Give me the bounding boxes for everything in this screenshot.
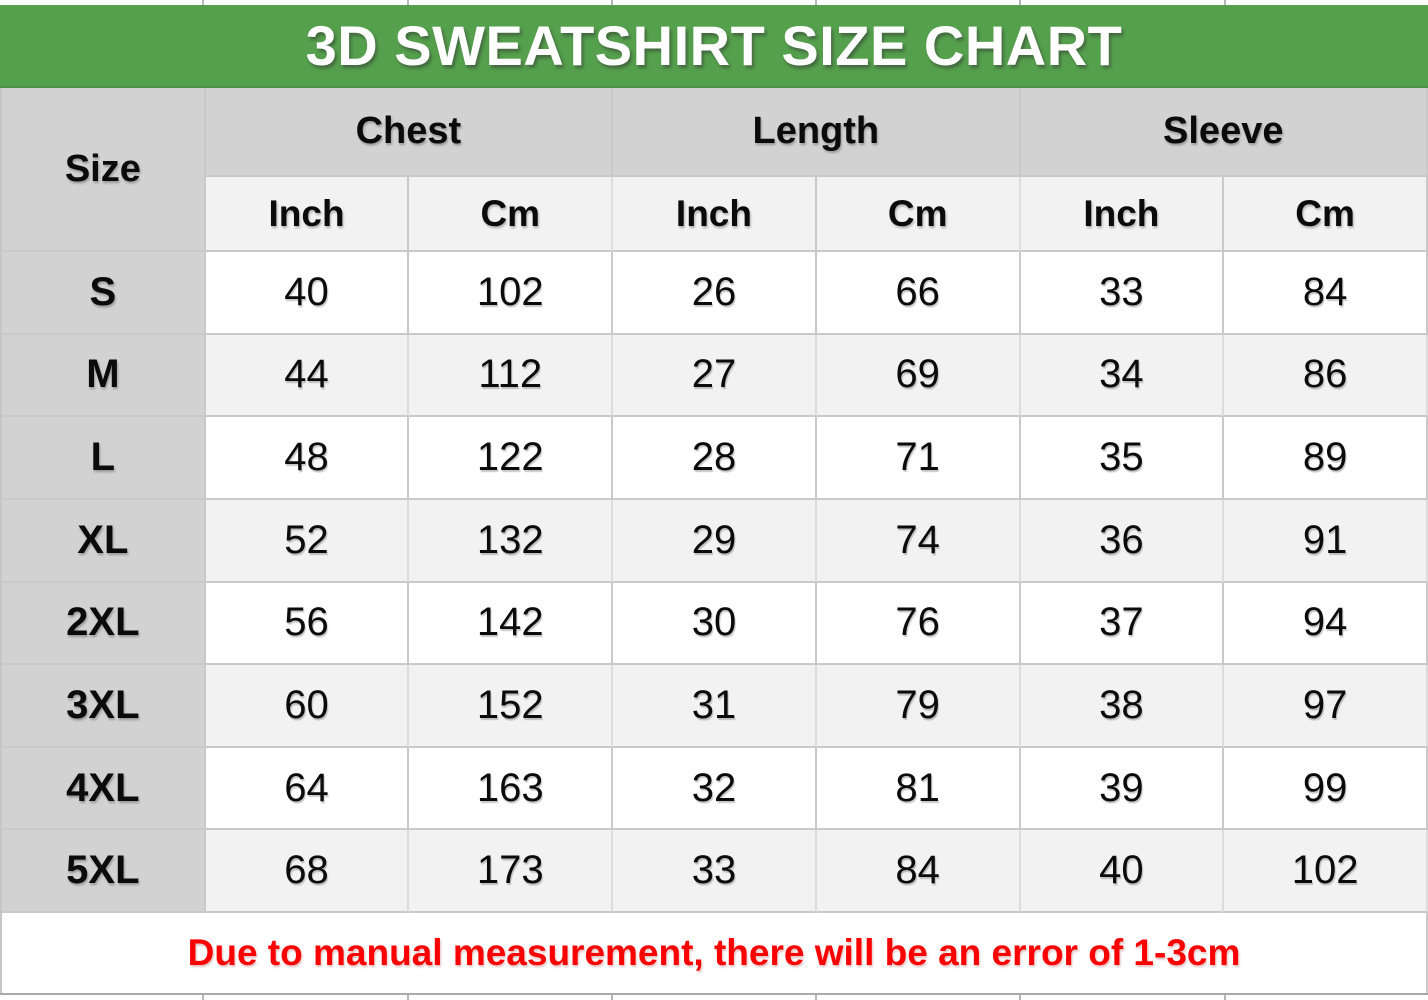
measurement-cell: 36 bbox=[1021, 500, 1225, 583]
gridline-tick bbox=[0, 995, 204, 1000]
unit-header-length-inch: Inch bbox=[613, 177, 817, 252]
gridline-tick bbox=[409, 0, 613, 5]
measurement-cell: 37 bbox=[1021, 583, 1225, 666]
measurement-cell: 33 bbox=[613, 830, 817, 913]
measurement-cell: 89 bbox=[1224, 417, 1428, 500]
measurement-cell: 68 bbox=[206, 830, 410, 913]
size-row-label: 3XL bbox=[2, 665, 206, 748]
gridline-tick bbox=[1021, 0, 1225, 5]
table-row-l bbox=[2, 417, 1428, 500]
measurement-cell: 132 bbox=[409, 500, 613, 583]
measurement-cell: 56 bbox=[206, 583, 410, 666]
gridline-tick bbox=[613, 0, 817, 5]
measurement-cell: 99 bbox=[1224, 748, 1428, 831]
measurement-cell: 60 bbox=[206, 665, 410, 748]
gridline-tick bbox=[204, 995, 408, 1000]
size-row-label: S bbox=[2, 252, 206, 335]
size-row-label: 4XL bbox=[2, 748, 206, 831]
measurement-cell: 97 bbox=[1224, 665, 1428, 748]
measurement-cell: 163 bbox=[409, 748, 613, 831]
measurement-cell: 28 bbox=[613, 417, 817, 500]
unit-header-sleeve-inch: Inch bbox=[1021, 177, 1225, 252]
measurement-cell: 40 bbox=[206, 252, 410, 335]
group-header-row bbox=[2, 88, 1428, 177]
size-row-label: 5XL bbox=[2, 830, 206, 913]
measurement-cell: 94 bbox=[1224, 583, 1428, 666]
measurement-cell: 34 bbox=[1021, 335, 1225, 418]
measurement-cell: 74 bbox=[817, 500, 1021, 583]
chart-title-bar bbox=[0, 5, 1428, 88]
size-table bbox=[0, 88, 1428, 913]
size-row-label: 2XL bbox=[2, 583, 206, 666]
unit-header-row bbox=[2, 177, 1428, 252]
table-row-m bbox=[2, 335, 1428, 418]
gridline-tick bbox=[1226, 0, 1428, 5]
measurement-cell: 152 bbox=[409, 665, 613, 748]
measurement-cell: 84 bbox=[1224, 252, 1428, 335]
gridline-tick bbox=[817, 995, 1021, 1000]
measurement-cell: 81 bbox=[817, 748, 1021, 831]
unit-header-sleeve-cm: Cm bbox=[1224, 177, 1428, 252]
measurement-cell: 29 bbox=[613, 500, 817, 583]
measurement-cell: 40 bbox=[1021, 830, 1225, 913]
measurement-cell: 66 bbox=[817, 252, 1021, 335]
unit-header-length-cm: Cm bbox=[817, 177, 1021, 252]
table-row-5xl bbox=[2, 830, 1428, 913]
partial-spreadsheet-row-top bbox=[0, 0, 1428, 5]
table-row-xl bbox=[2, 500, 1428, 583]
table-row-2xl bbox=[2, 583, 1428, 666]
measurement-cell: 27 bbox=[613, 335, 817, 418]
measurement-cell: 26 bbox=[613, 252, 817, 335]
size-row-label: L bbox=[2, 417, 206, 500]
measurement-cell: 33 bbox=[1021, 252, 1225, 335]
measurement-cell: 91 bbox=[1224, 500, 1428, 583]
measurement-cell: 102 bbox=[1224, 830, 1428, 913]
gridline-tick bbox=[0, 0, 204, 5]
measurement-cell: 52 bbox=[206, 500, 410, 583]
group-header-sleeve: Sleeve bbox=[1021, 88, 1428, 177]
chart-title: 3D SWEATSHIRT SIZE CHART bbox=[305, 14, 1123, 77]
unit-header-chest-inch: Inch bbox=[206, 177, 410, 252]
measurement-cell: 30 bbox=[613, 583, 817, 666]
group-header-length: Length bbox=[613, 88, 1020, 177]
gridline-tick bbox=[1226, 995, 1428, 1000]
measurement-cell: 71 bbox=[817, 417, 1021, 500]
gridline-tick bbox=[204, 0, 408, 5]
measurement-cell: 84 bbox=[817, 830, 1021, 913]
measurement-cell: 102 bbox=[409, 252, 613, 335]
group-header-chest: Chest bbox=[206, 88, 613, 177]
measurement-cell: 86 bbox=[1224, 335, 1428, 418]
size-row-label: M bbox=[2, 335, 206, 418]
measurement-cell: 112 bbox=[409, 335, 613, 418]
measurement-cell: 39 bbox=[1021, 748, 1225, 831]
measurement-cell: 44 bbox=[206, 335, 410, 418]
corner-header-size: Size bbox=[2, 88, 206, 252]
measurement-cell: 38 bbox=[1021, 665, 1225, 748]
measurement-cell: 76 bbox=[817, 583, 1021, 666]
measurement-cell: 32 bbox=[613, 748, 817, 831]
measurement-cell: 48 bbox=[206, 417, 410, 500]
gridline-tick bbox=[409, 995, 613, 1000]
measurement-cell: 31 bbox=[613, 665, 817, 748]
table-row-4xl bbox=[2, 748, 1428, 831]
table-row-s bbox=[2, 252, 1428, 335]
measurement-cell: 122 bbox=[409, 417, 613, 500]
measurement-cell: 79 bbox=[817, 665, 1021, 748]
measurement-note-row bbox=[0, 913, 1428, 993]
gridline-tick bbox=[817, 0, 1021, 5]
unit-header-chest-cm: Cm bbox=[409, 177, 613, 252]
gridline-tick bbox=[1021, 995, 1225, 1000]
table-row-3xl bbox=[2, 665, 1428, 748]
measurement-cell: 142 bbox=[409, 583, 613, 666]
partial-spreadsheet-row-bottom bbox=[0, 993, 1428, 1000]
measurement-cell: 35 bbox=[1021, 417, 1225, 500]
size-row-label: XL bbox=[2, 500, 206, 583]
measurement-note: Due to manual measurement, there will be an error of 1-3cm bbox=[187, 932, 1241, 973]
measurement-cell: 64 bbox=[206, 748, 410, 831]
measurement-cell: 173 bbox=[409, 830, 613, 913]
measurement-cell: 69 bbox=[817, 335, 1021, 418]
gridline-tick bbox=[613, 995, 817, 1000]
